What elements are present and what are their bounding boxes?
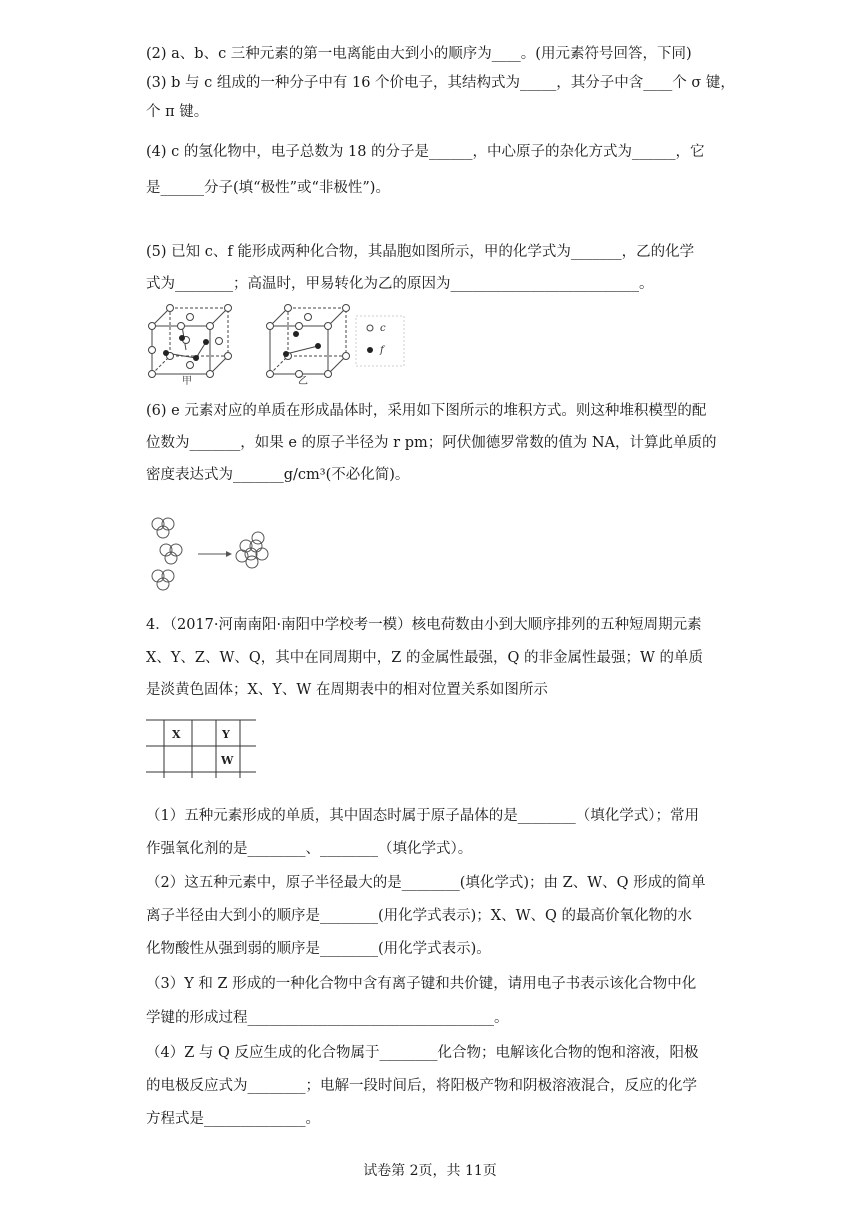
legend-c: c xyxy=(380,323,386,334)
page-footer: 试卷第 2页，共 11页 xyxy=(363,1163,497,1179)
question-3-6-cont: 位数为_______，如果 e 的原子半径为 r pm；阿伏伽德罗常数的值为 NA，计算此单质的 xyxy=(146,435,717,451)
question-4-2-cont2: 化物酸性从强到弱的顺序是________(用化学式表示)。 xyxy=(146,941,491,957)
question-3-6: (6) e 元素对应的单质在形成晶体时，采用如下图所示的堆积方式。则这种堆积模型的配 xyxy=(146,403,707,419)
question-3-6-cont2: 密度表达式为_______g/cm³(不必化简)。 xyxy=(146,467,410,483)
question-4-2: （2）这五种元素中，原子半径最大的是________(填化学式)；由 Z、W、Q 形成的简单 xyxy=(146,875,706,891)
question-3-5: (5) 已知 c、f 能形成两种化合物，其晶胞如图所示，甲的化学式为_______，乙的化学 xyxy=(146,244,695,260)
question-3-3: (3) b 与 c 组成的一种分子中有 16 个价电子，其结构式为_____，其分子中含____个 σ 键， xyxy=(146,75,735,91)
label-jia: 甲 xyxy=(182,376,192,386)
question-3-2: (2) a、b、c 三种元素的第一电离能由大到小的顺序为____。(用元素符号回答，下同) xyxy=(146,46,692,62)
question-3-4-cont: 是______分子(填“极性”或“非极性”)。 xyxy=(146,180,390,196)
stacking-model-figure xyxy=(146,510,280,594)
periodic-table-fragment xyxy=(146,716,258,778)
question-4-2-cont: 离子半径由大到小的顺序是________(用化学式表示)；X、W、Q 的最高价氧化物的水 xyxy=(146,908,693,924)
crystal-cell-figure xyxy=(146,298,406,386)
question-4-4-cont2: 方程式是______________。 xyxy=(146,1111,320,1127)
legend-f: f xyxy=(380,345,384,356)
cell-w: W xyxy=(221,754,234,767)
question-4-1-cont: 作强氧化剂的是________、________（填化学式）。 xyxy=(146,841,473,857)
question-4-stem-cont2: 是淡黄色固体；X、Y、W 在周期表中的相对位置关系如图所示 xyxy=(146,682,548,698)
question-4-3: （3）Y 和 Z 形成的一种化合物中含有离子键和共价键，请用电子书表示该化合物中化 xyxy=(146,976,697,992)
cell-y: Y xyxy=(222,728,230,741)
question-4-stem-cont: X、Y、Z、W、Q，其中在同周期中，Z 的金属性最强，Q 的非金属性最强；W 的单质 xyxy=(146,650,703,666)
question-4-3-cont: 学键的形成过程__________________________________。 xyxy=(146,1010,509,1026)
question-4-1: （1）五种元素形成的单质，其中固态时属于原子晶体的是________（填化学式）；常用 xyxy=(146,808,699,824)
question-3-4: (4) c 的氢化物中，电子总数为 18 的分子是______，中心原子的杂化方式为______，它 xyxy=(146,144,705,160)
question-4-stem: 4．（2017·河南南阳·南阳中学校考一模）核电荷数由小到大顺序排列的五种短周期元素 xyxy=(146,617,702,633)
question-3-5-cont: 式为________；高温时，甲易转化为乙的原因为__________________________。 xyxy=(146,276,654,292)
question-4-4-cont: 的电极反应式为________；电解一段时间后，将阳极产物和阴极溶液混合，反应的化学 xyxy=(146,1078,697,1094)
label-yi: 乙 xyxy=(298,376,308,386)
cell-x: X xyxy=(172,728,181,741)
question-3-3-cont: 个 π 键。 xyxy=(146,104,209,120)
question-4-4: （4）Z 与 Q 反应生成的化合物属于________化合物；电解该化合物的饱和溶液，阳极 xyxy=(146,1045,699,1061)
